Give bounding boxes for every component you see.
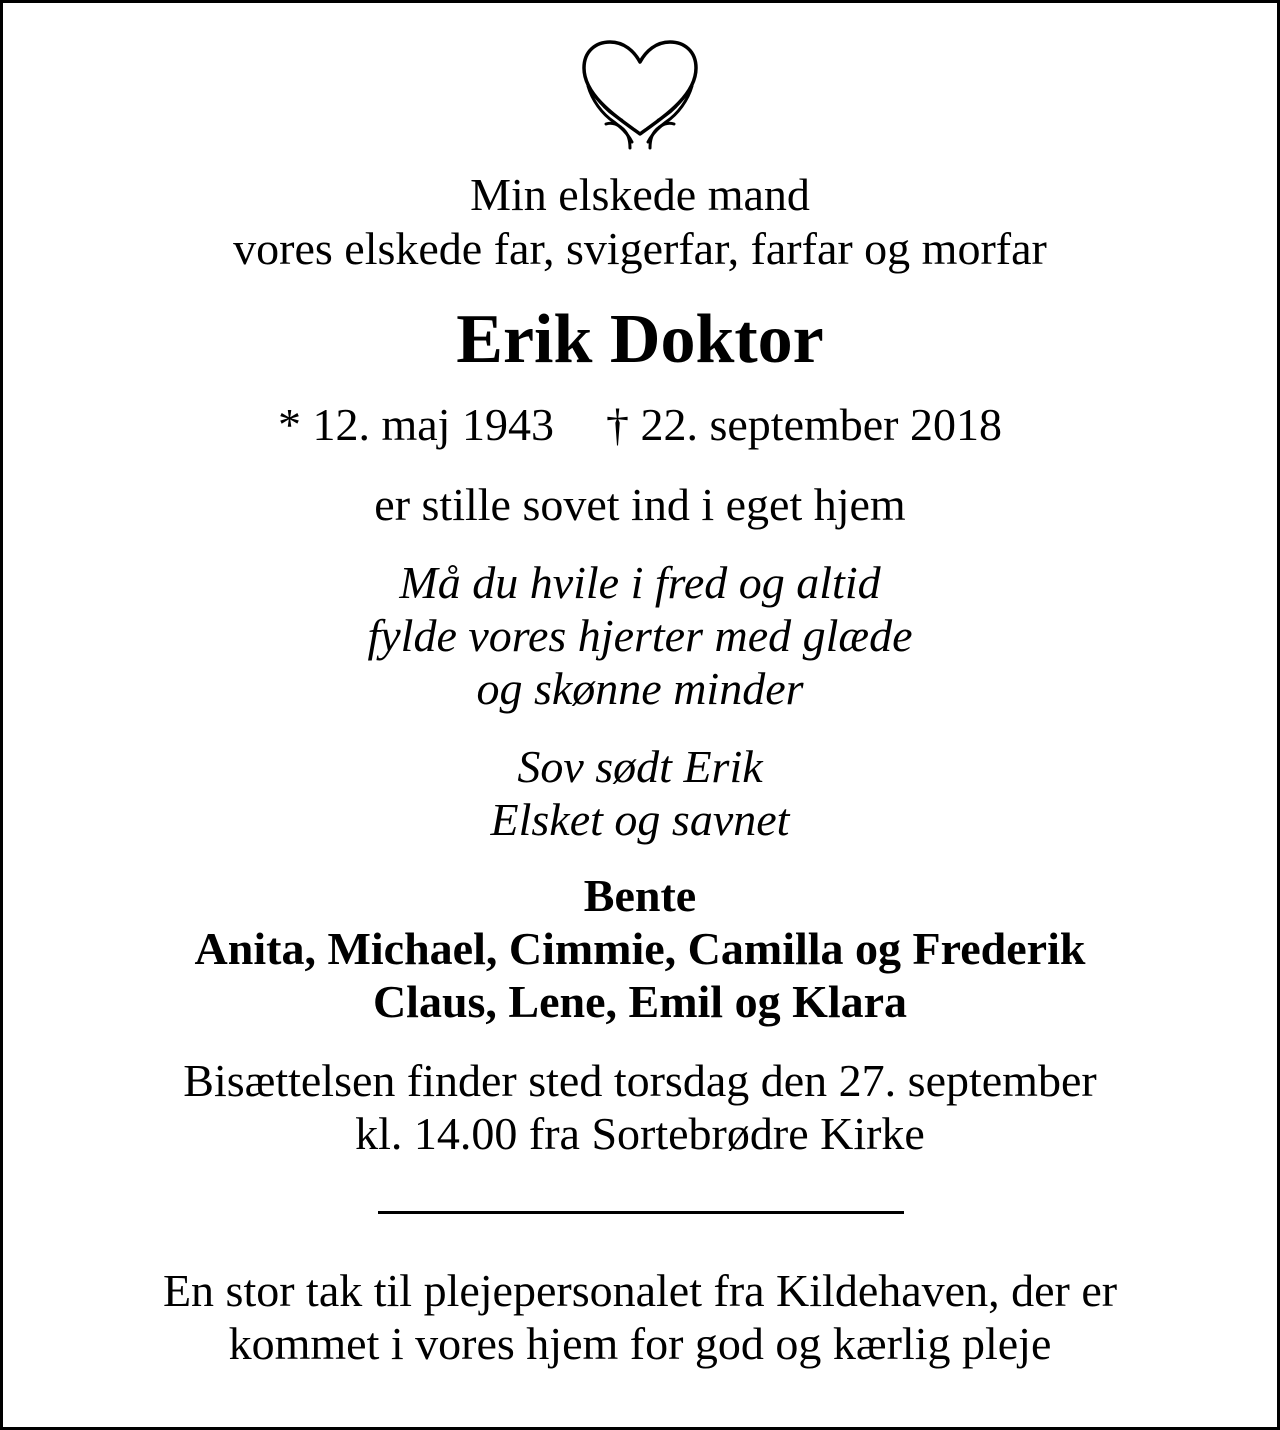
funeral-line: Bisættelsen finder sted torsdag den 27. september [183,1055,1097,1106]
thanks-line: En stor tak til plejepersonalet fra Kildehaven, der er [162,1265,1118,1316]
life-dates [0,399,1280,450]
verse-line: Må du hvile i fred og altid [399,557,881,608]
intro-line-2: vores elskede far, svigerfar, farfar og morfar [233,223,1047,274]
intro-line-1: Min elskede mand [470,169,810,220]
heart-in-hands-icon [578,38,702,150]
thanks-line: kommet i vores hjem for god og kærlig pleje [228,1318,1052,1369]
deceased-name: Erik Doktor [456,301,824,378]
family-line: Anita, Michael, Cimmie, Camilla og Frederik [194,923,1086,974]
funeral-line: kl. 14.00 fra Sortebrødre Kirke [355,1108,925,1159]
family-line: Claus, Lene, Emil og Klara [372,976,908,1027]
section-divider [378,1211,904,1214]
birth-date: * 12. maj 1943 [277,399,554,450]
farewell-line: Sov sødt Erik [517,741,763,792]
verse-line: og skønne minder [476,663,804,714]
family-line: Bente [583,870,697,921]
announcement-text: er stille sovet ind i eget hjem [374,479,906,530]
death-date: † 22. september 2018 [605,399,1002,450]
farewell-line: Elsket og savnet [490,794,790,845]
verse-line: fylde vores hjerter med glæde [367,610,913,661]
